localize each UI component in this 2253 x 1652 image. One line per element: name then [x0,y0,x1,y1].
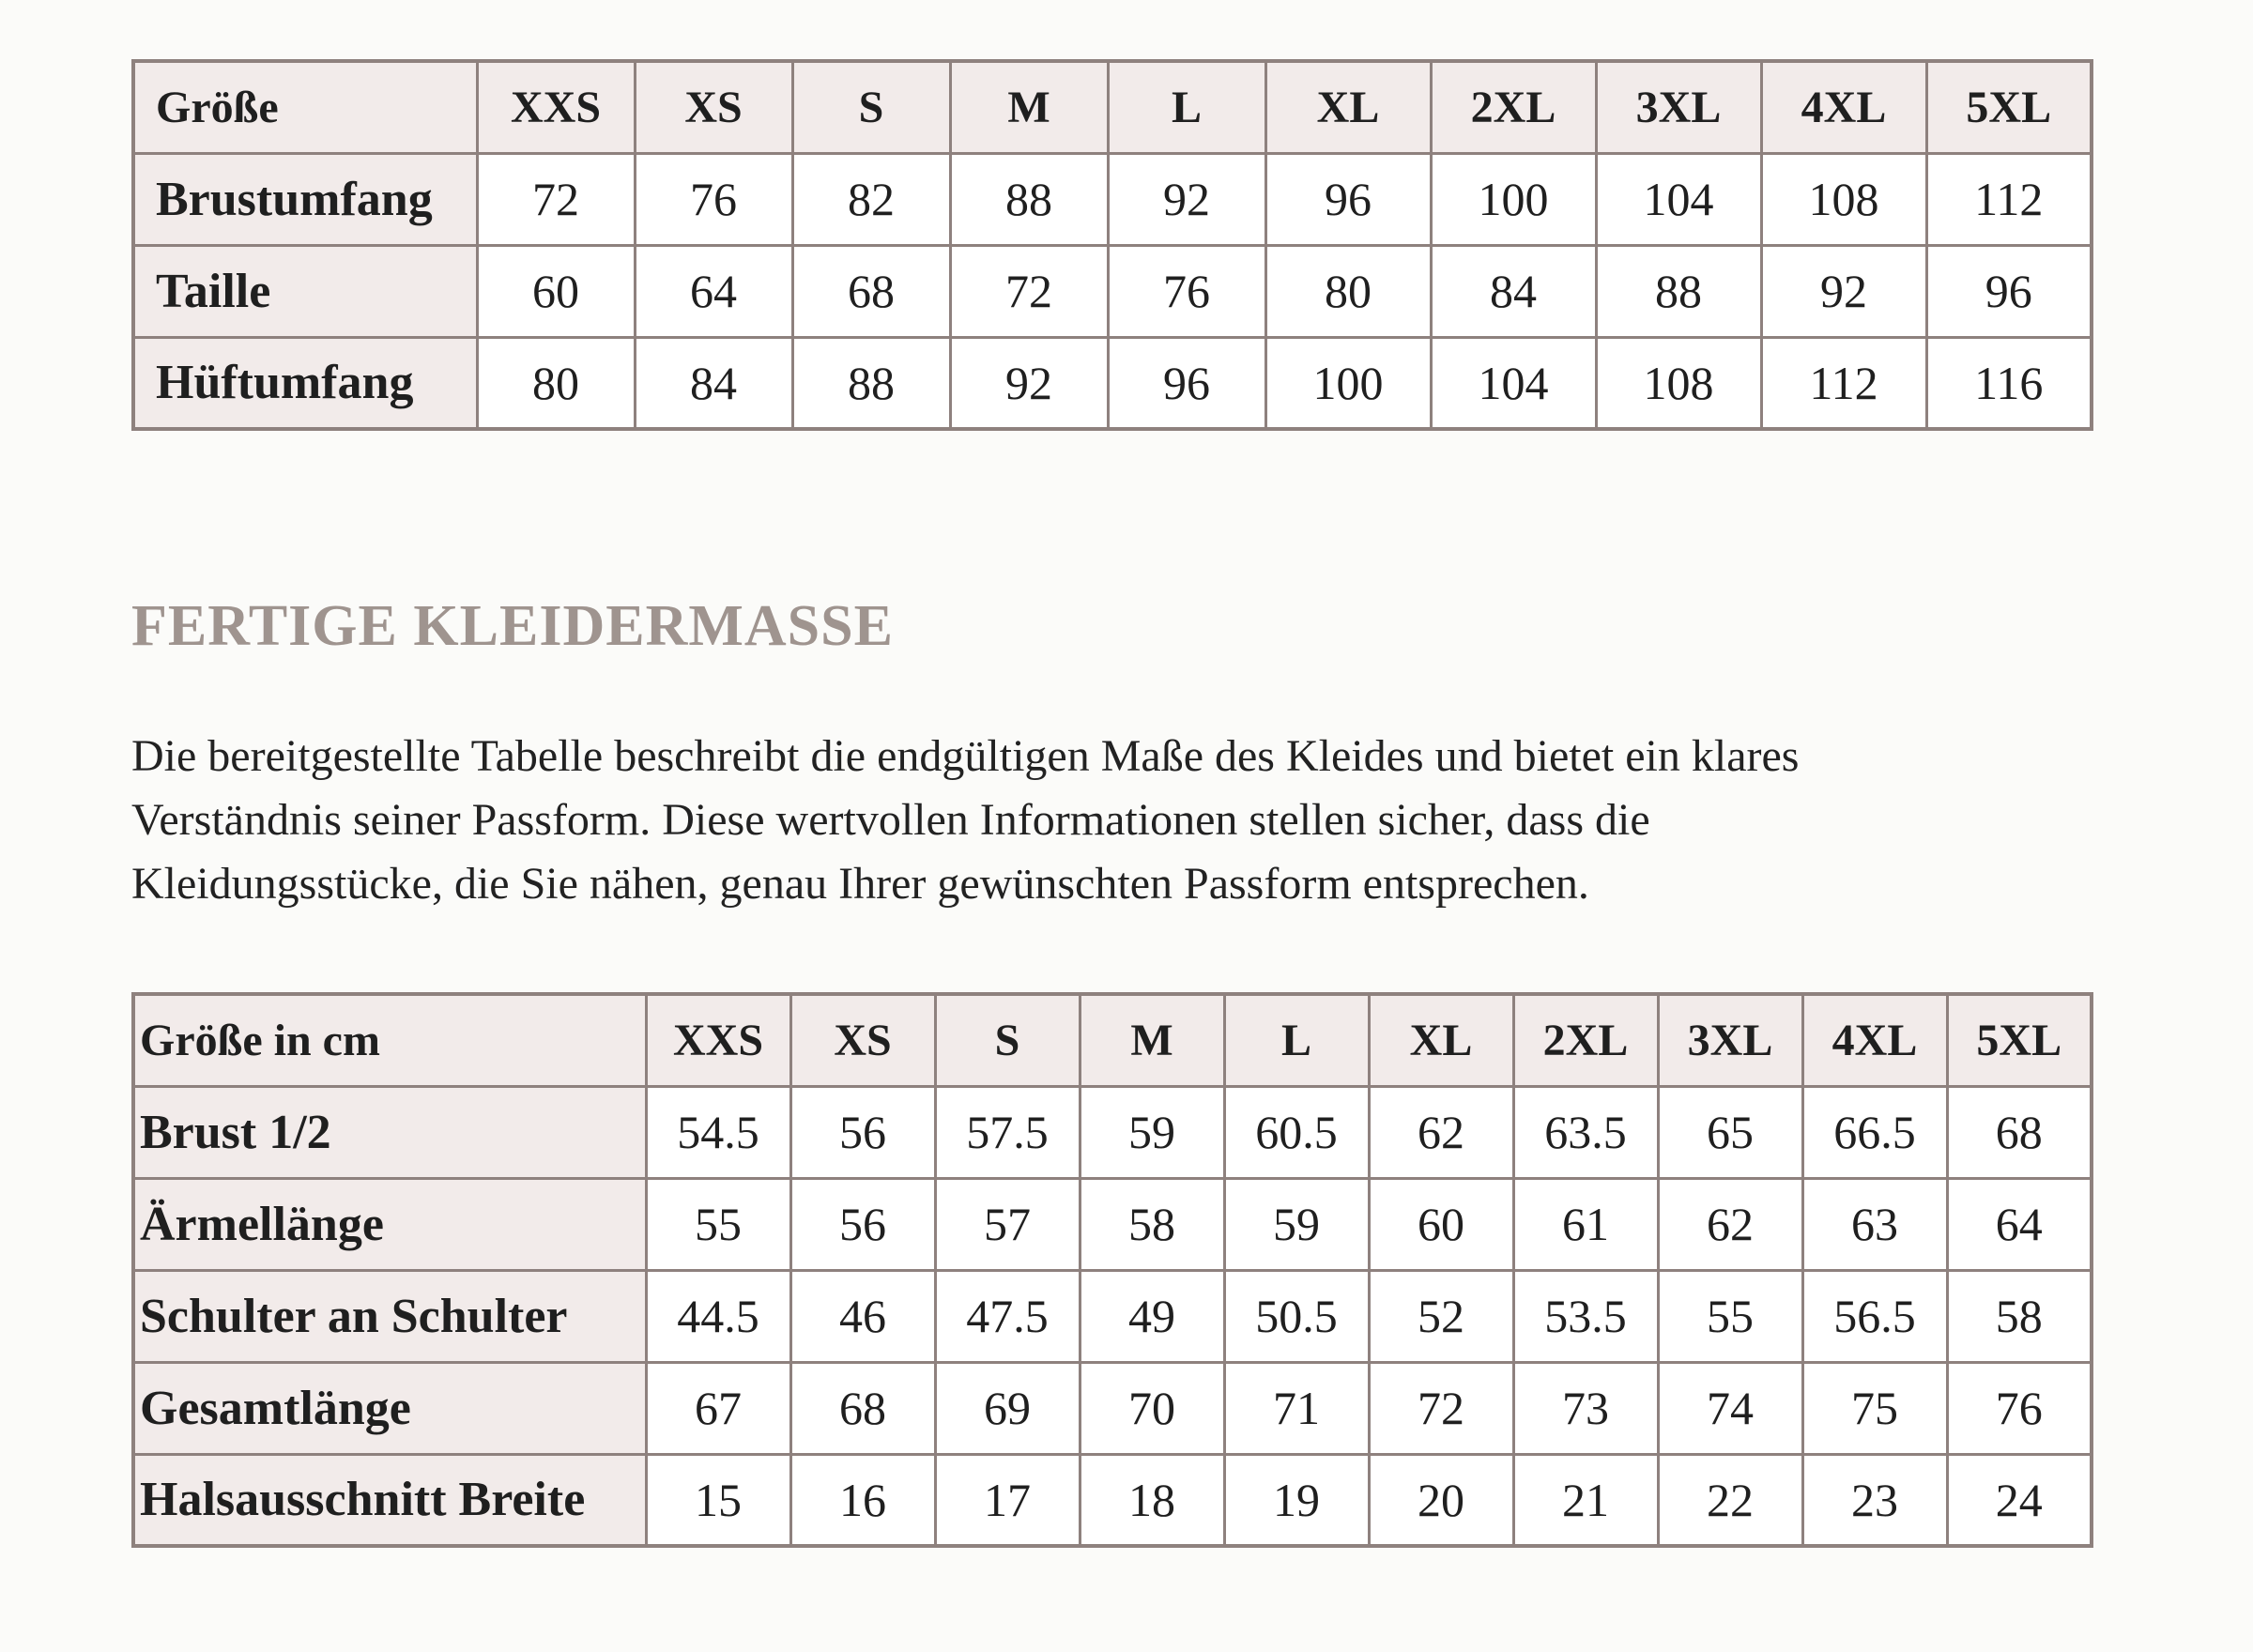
table-cell: 59 [1080,1086,1224,1178]
table-cell: 80 [1265,245,1431,337]
table-cell: 112 [1926,153,2092,245]
table-cell: 21 [1513,1454,1658,1546]
row-label: Brust 1/2 [133,1086,646,1178]
table-cell: 57 [935,1178,1080,1270]
body-size-table [131,59,2093,431]
size-header-cell: 2XL [1431,61,1596,153]
table-cell: 92 [1108,153,1265,245]
table-cell: 88 [950,153,1108,245]
size-header-cell: 2XL [1513,994,1658,1086]
size-header-cell: 5XL [1926,61,2092,153]
size-header-cell: 4XL [1761,61,1926,153]
row-label: Gesamtlänge [133,1362,646,1454]
table-cell: 96 [1108,337,1265,429]
table-cell: 88 [1596,245,1761,337]
table-cell: 76 [1108,245,1265,337]
table-cell: 61 [1513,1178,1658,1270]
table-cell: 59 [1224,1178,1369,1270]
section-title: FERTIGE KLEIDERMASSE [131,594,894,658]
table-row [133,1362,2092,1454]
table-cell: 58 [1080,1178,1224,1270]
size-header-label: Größe [133,61,477,153]
table-row [133,1454,2092,1546]
size-header-cell: 4XL [1802,994,1947,1086]
table-cell: 55 [1658,1270,1802,1362]
intro-paragraph [131,725,2122,916]
size-header-cell: XS [790,994,935,1086]
size-header-cell: S [935,994,1080,1086]
table-cell: 22 [1658,1454,1802,1546]
table-cell: 65 [1658,1086,1802,1178]
table-cell: 104 [1596,153,1761,245]
table-cell: 100 [1431,153,1596,245]
table-cell: 53.5 [1513,1270,1658,1362]
table-cell: 66.5 [1802,1086,1947,1178]
row-label: Brustumfang [133,153,477,245]
table-cell: 116 [1926,337,2092,429]
table-cell: 55 [646,1178,790,1270]
table-cell: 84 [635,337,792,429]
table-cell: 96 [1265,153,1431,245]
table-cell: 16 [790,1454,935,1546]
table-cell: 17 [935,1454,1080,1546]
table-row [133,245,2092,337]
intro-line: Kleidungsstücke, die Sie nähen, genau Ihrer gewünschten Passform entsprechen. [131,859,1589,909]
table-cell: 23 [1802,1454,1947,1546]
table-cell: 80 [477,337,635,429]
table-cell: 82 [792,153,950,245]
table-cell: 75 [1802,1362,1947,1454]
row-label: Hüftumfang [133,337,477,429]
table-cell: 76 [1947,1362,2092,1454]
table-row [133,153,2092,245]
size-header-cell: XL [1369,994,1513,1086]
table-cell: 74 [1658,1362,1802,1454]
table-cell: 52 [1369,1270,1513,1362]
table-row [133,337,2092,429]
table-row [133,1270,2092,1362]
table-cell: 92 [950,337,1108,429]
table-cell: 20 [1369,1454,1513,1546]
size-header-cell: XL [1265,61,1431,153]
table-cell: 68 [1947,1086,2092,1178]
table-cell: 92 [1761,245,1926,337]
table-cell: 56 [790,1178,935,1270]
table-cell: 72 [1369,1362,1513,1454]
table-cell: 64 [1947,1178,2092,1270]
table-cell: 69 [935,1362,1080,1454]
size-header-cell: XS [635,61,792,153]
table-cell: 49 [1080,1270,1224,1362]
table-header-row [133,61,2092,153]
size-header-cell: L [1224,994,1369,1086]
table-cell: 100 [1265,337,1431,429]
table-cell: 68 [790,1362,935,1454]
table-cell: 72 [477,153,635,245]
table-cell: 18 [1080,1454,1224,1546]
table-cell: 60.5 [1224,1086,1369,1178]
table-cell: 84 [1431,245,1596,337]
table-cell: 60 [1369,1178,1513,1270]
table-cell: 63 [1802,1178,1947,1270]
table-cell: 60 [477,245,635,337]
table-cell: 72 [950,245,1108,337]
row-label: Ärmellänge [133,1178,646,1270]
table-cell: 88 [792,337,950,429]
table-row [133,1178,2092,1270]
table-cell: 68 [792,245,950,337]
table-cell: 67 [646,1362,790,1454]
table-cell: 19 [1224,1454,1369,1546]
size-header-cell: XXS [477,61,635,153]
table-cell: 73 [1513,1362,1658,1454]
table-row [133,1086,2092,1178]
size-header-cell: M [950,61,1108,153]
table-cell: 108 [1596,337,1761,429]
table-cell: 62 [1658,1178,1802,1270]
row-label: Taille [133,245,477,337]
size-header-cell: L [1108,61,1265,153]
size-header-label: Größe in cm [133,994,646,1086]
intro-line: Verständnis seiner Passform. Diese wertvollen Informationen stellen sicher, dass die [131,795,1650,845]
size-header-cell: 3XL [1658,994,1802,1086]
row-label: Halsausschnitt Breite [133,1454,646,1546]
size-header-cell: S [792,61,950,153]
table-cell: 108 [1761,153,1926,245]
table-cell: 24 [1947,1454,2092,1546]
table-cell: 56.5 [1802,1270,1947,1362]
table-cell: 54.5 [646,1086,790,1178]
finished-size-table [131,992,2093,1548]
table-cell: 47.5 [935,1270,1080,1362]
table-cell: 96 [1926,245,2092,337]
table-cell: 44.5 [646,1270,790,1362]
table-cell: 112 [1761,337,1926,429]
size-header-cell: XXS [646,994,790,1086]
table-cell: 58 [1947,1270,2092,1362]
intro-line: Die bereitgestellte Tabelle beschreibt die endgültigen Maße des Kleides und bietet ein klares [131,731,1800,781]
table-header-row [133,994,2092,1086]
table-cell: 76 [635,153,792,245]
table-cell: 46 [790,1270,935,1362]
table-cell: 56 [790,1086,935,1178]
size-header-cell: M [1080,994,1224,1086]
row-label: Schulter an Schulter [133,1270,646,1362]
table-cell: 63.5 [1513,1086,1658,1178]
table-cell: 70 [1080,1362,1224,1454]
table-cell: 57.5 [935,1086,1080,1178]
size-header-cell: 5XL [1947,994,2092,1086]
table-cell: 104 [1431,337,1596,429]
table-cell: 50.5 [1224,1270,1369,1362]
table-cell: 64 [635,245,792,337]
table-cell: 71 [1224,1362,1369,1454]
table-cell: 62 [1369,1086,1513,1178]
size-header-cell: 3XL [1596,61,1761,153]
table-cell: 15 [646,1454,790,1546]
